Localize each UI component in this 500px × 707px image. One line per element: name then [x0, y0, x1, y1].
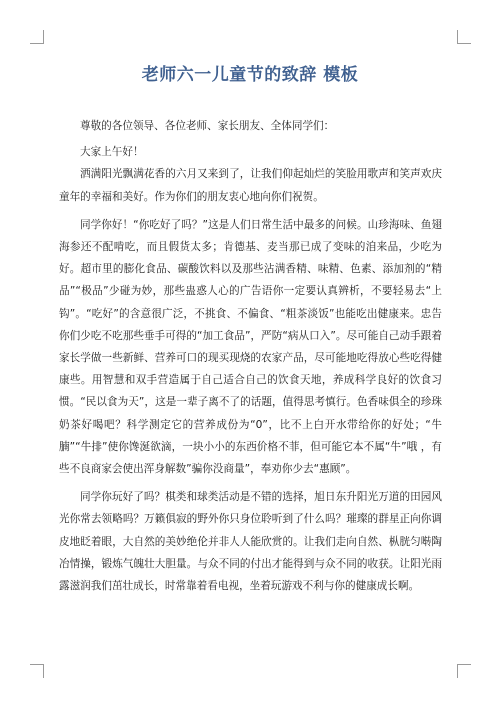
salutation: 尊敬的各位领导、各位老师、家长朋友、全体同学们： — [80, 120, 335, 132]
paragraph-2: 同学你好！“你吃好了吗？”这是人们日常生活中最多的问候。山珍海味、鱼翅海参还不配啃吃，而且假货太多；肯德基、麦当那已成了变味的洎来品，少吃为好。超市里的膨化食品、碳酸饮料以及那些沾满香精、味精、色素、添加剂的“精品”“极品”少碰为妙，那些蛊惑人心的广告语你一定要认真辨析，不要轻易去“上钩”。“吃好”的含意很广泛，不挑食、不偏食、“粗茶淡饭”也能吃出健康来。忠告你们少吃不吃那些垂手可得的“加工食品”，严防“病从口入”。尽可能自己动手跟着家长学做一些新鲜、营养可口的现买现烧的农家产品，尽可能地吃得放心些吃得健康些。用智慧和双手营造属于自己适合自己的饮食天地，养成科学良好的饮食习惯。“民以食为天”，这是一辈子离不了的话题，值得思考慎行。色香味俱全的珍珠奶茶好喝吧？科学测定它的营养成份为“0”，比不上白开水带给你的好处；“牛腩”“牛排”使你馋涎欲滴，一块小小的东西价格不菲，但可能它本不属“牛”哦 ，有些不良商家会使出浑身解数”骗你没商量”，奉劝你少去“惠顾”。 — [59, 218, 442, 476]
crop-mark-bottom-left — [30, 664, 44, 678]
paragraph-3: 同学你玩好了吗？棋类和球类活动是不错的选择，旭日东升阳光万道的田园风光你常去领略吗？万籁俱寂的野外你只身位聆听到了什么吗？璀璨的群星正向你调皮地眨着眼，大自然的美妙绝伦并非人人能欣赏的。让我们走向自然、枞胱匀啭陶冶情操，锻炼气魄壮大胆量。与众不同的付出才能得到与众不同的收获。让阳光雨露滋润我们茁壮成长，时常靠着看电视，坐着玩游戏不利与你的健康成长啊。 — [59, 491, 442, 593]
crop-mark-top-left — [30, 30, 44, 44]
greeting: 大家上午好！ — [80, 146, 144, 159]
crop-mark-top-right — [457, 30, 471, 44]
paragraph-1: 洒满阳光飘满花香的六月又来到了，让我们仰起灿烂的笑脸用歌声和笑声欢庆童年的幸福和美好。作为你们的朋友衷心地向你们祝贺。 — [59, 168, 442, 203]
document-title: 老师六一儿童节的致辞 模板 — [141, 65, 359, 85]
document-body — [59, 115, 442, 597]
crop-mark-bottom-right — [457, 664, 471, 678]
